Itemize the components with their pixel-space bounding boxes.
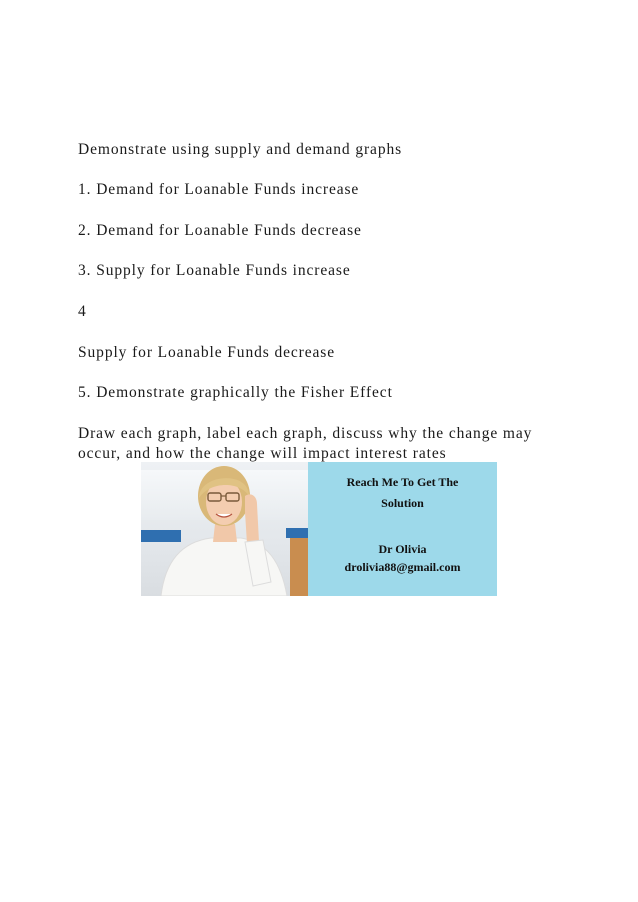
contact-info-panel <box>308 462 497 596</box>
banner-line-1: Reach Me To Get The <box>346 475 459 489</box>
list-item: 2. Demand for Loanable Funds decrease <box>78 222 362 239</box>
list-item: 4 <box>78 303 87 320</box>
document-heading: Demonstrate using supply and demand graphs <box>78 141 403 158</box>
contact-name: Dr Olivia <box>378 542 427 556</box>
banner-line-2: Solution <box>381 496 424 510</box>
list-item: Supply for Loanable Funds decrease <box>78 344 336 361</box>
contact-banner[interactable] <box>141 462 497 596</box>
list-item: 1. Demand for Loanable Funds increase <box>78 181 360 198</box>
list-item: 5. Demonstrate graphically the Fisher Effect <box>78 384 393 401</box>
woman-with-glasses-photo <box>141 462 308 596</box>
instructions-paragraph: Draw each graph, label each graph, discuss why the change may occur, and how the change will impact interest rates <box>78 425 533 462</box>
list-item: 3. Supply for Loanable Funds increase <box>78 262 351 279</box>
contact-email[interactable]: drolivia88@gmail.com <box>344 560 461 574</box>
